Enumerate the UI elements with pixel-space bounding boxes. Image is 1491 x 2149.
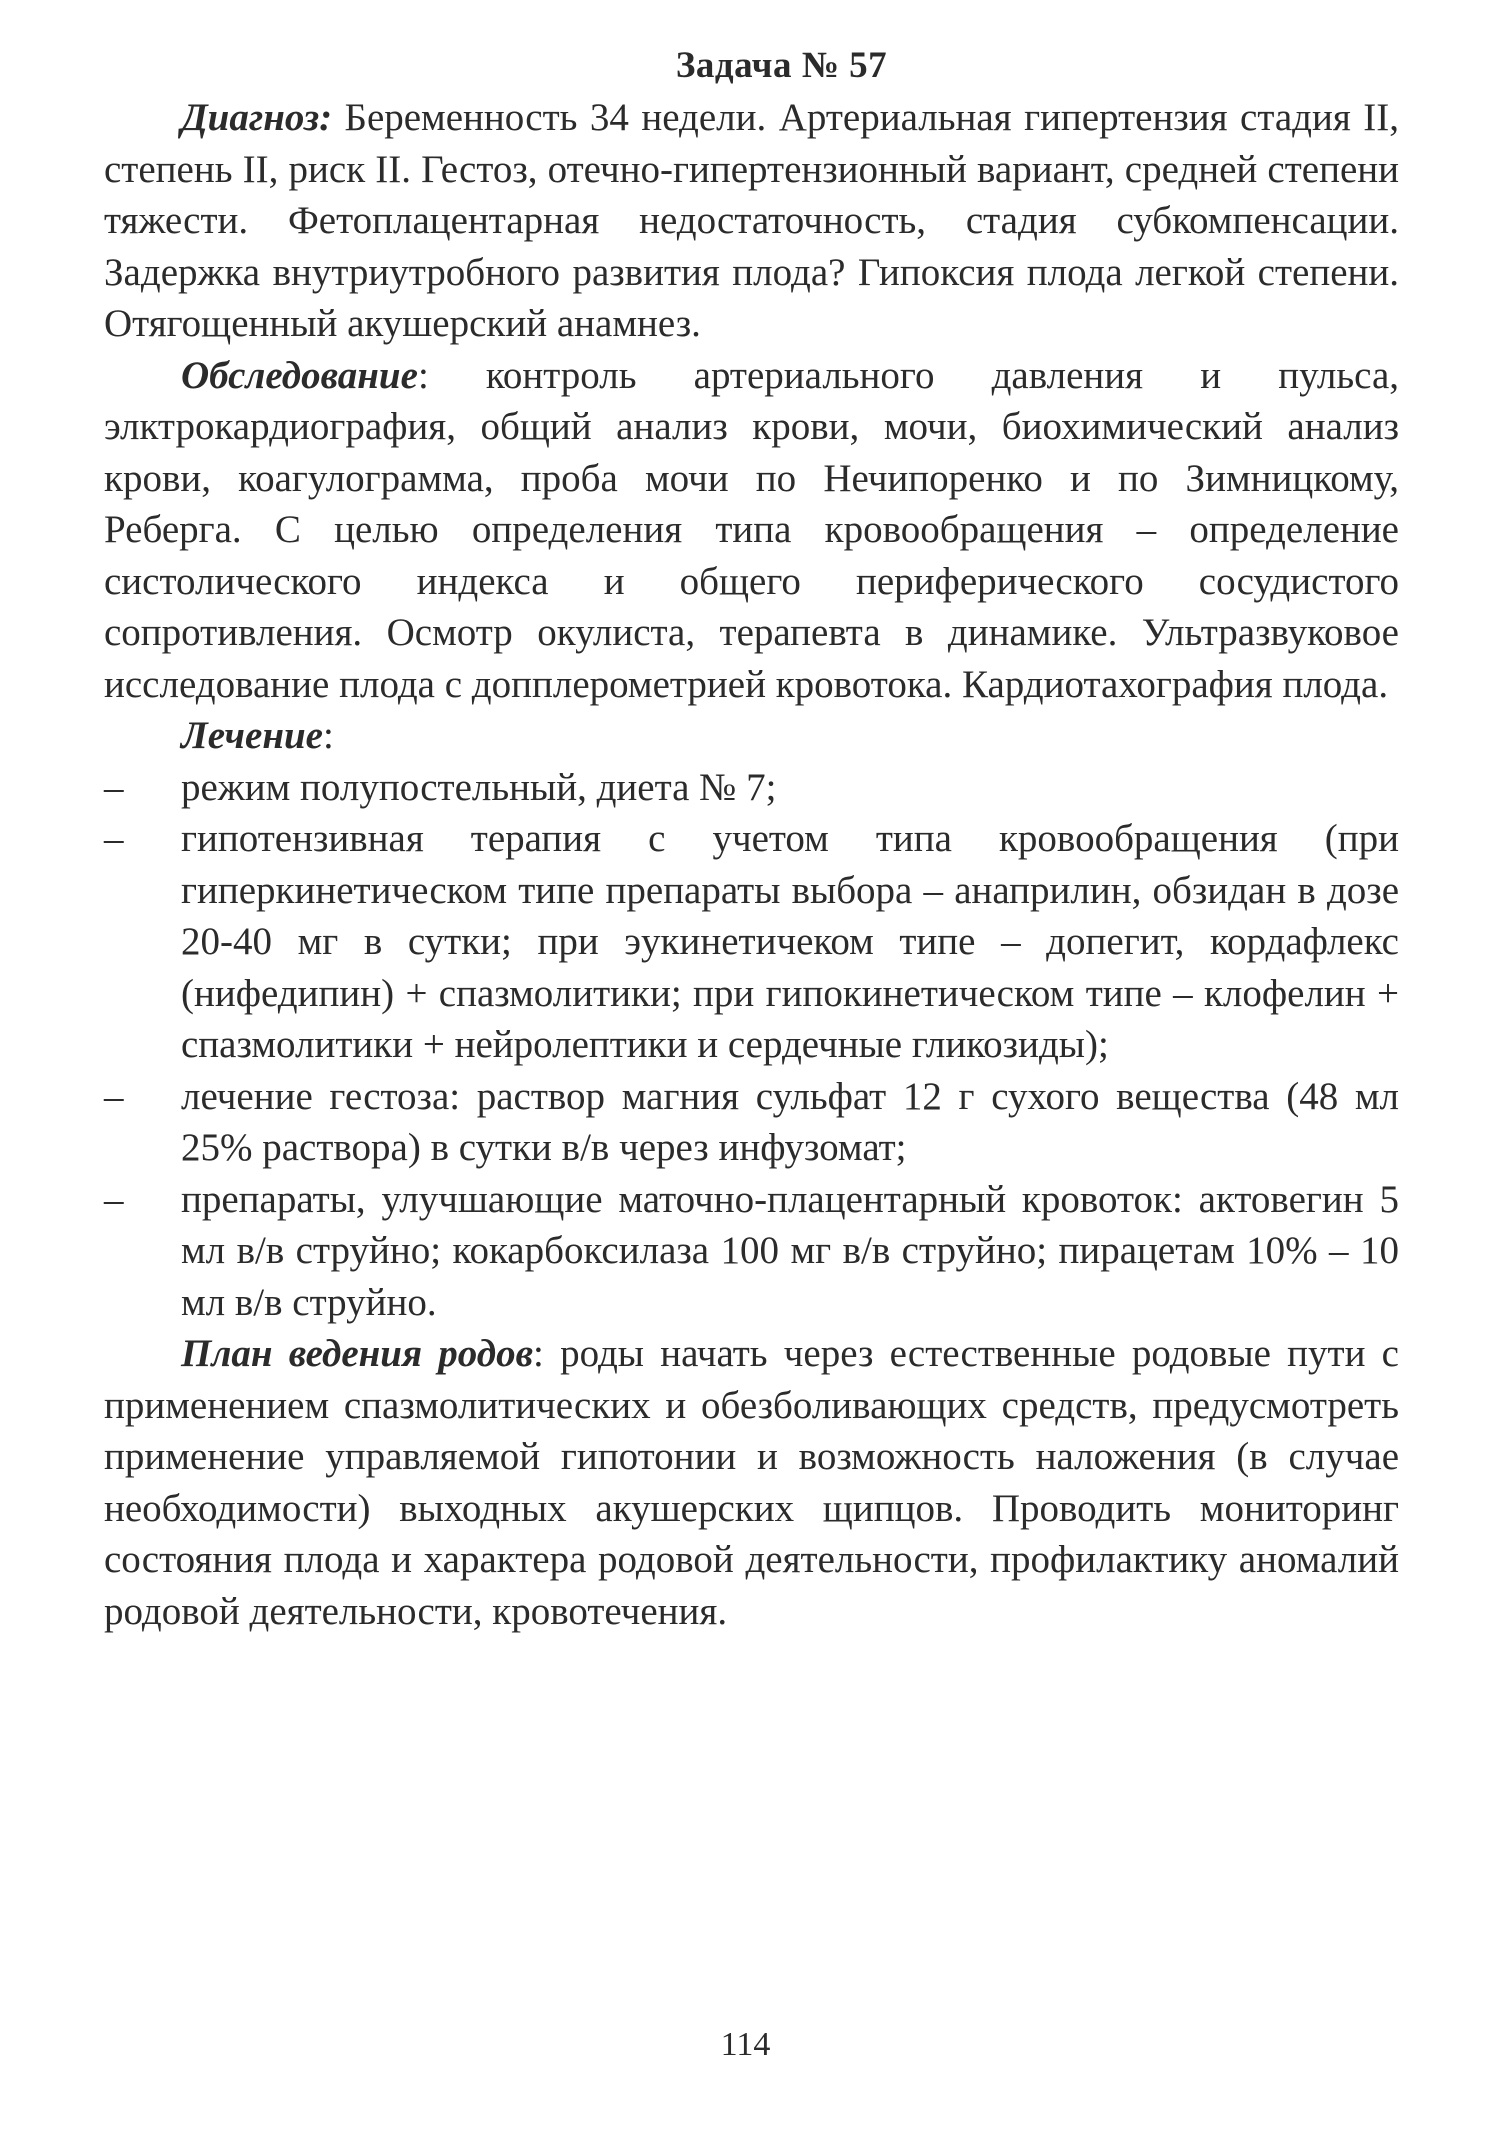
treatment-item-text: режим полупостельный, диета № 7; xyxy=(181,765,777,809)
treatment-heading xyxy=(104,710,1399,762)
treatment-item-text: препараты, улучшающие маточно-плацентарный кровоток: актовегин 5 мл в/в струйно; кокарбоксилаза 100 мг в/в струйно; пирацетам 10% – 10 мл в/в струйно. xyxy=(181,1177,1399,1324)
list-dash: – xyxy=(104,765,124,809)
diagnosis-text: Беременность 34 недели. Артериальная гипертензия стадия II, степень II, риск II. Гестоз, отечно-гипертензионный вариант, средней степени тяжести. Фетоплацентарная недостаточность, стадия субкомпенсации. Задержка внутриутробного развития плода? Гипоксия плода легкой степени. Отягощенный акушерский анамнез. xyxy=(104,96,1399,345)
list-dash: – xyxy=(104,1177,124,1221)
task-title: Задача № 57 xyxy=(675,45,888,86)
treatment-item-text: гипотензивная терапия с учетом типа кровообращения (при гиперкинетическом типе препараты выбора – анаприлин, обзидан в дозе 20-40 мг в сутки; при эукинетичеком типе – допегит, кордафлекс (нифедипин) + спазмолитики; при гипокинетическом типе – клофелин + спазмолитики + нейролептики и сердечные гликозиды); xyxy=(181,817,1399,1066)
treatment-item xyxy=(104,1174,1399,1329)
treatment-label: Лечение xyxy=(181,714,323,757)
examination-label: Обследование xyxy=(181,353,418,397)
treatment-list xyxy=(104,762,1399,1329)
examination-text: : контроль артериального давления и пульса, элктрокардиография, общий анализ крови, мочи, биохимический анализ крови, коагулограмма, проба мочи по Нечипоренко и по Зимницкому, Реберга. С целью определения типа кровообращения – определение систолического индекса и общего периферического сосудистого сопротивления. Осмотр окулиста, терапевта в динамике. Ультразвуковое исследование плода с допплерометрией кровотока. Кардиотахография плода. xyxy=(104,353,1399,706)
delivery-plan-paragraph xyxy=(104,1328,1399,1637)
delivery-plan-text: : роды начать через естественные родовые пути с применением спазмолитических и обезболивающих средств, предусмотреть применение управляемой гипотонии и возможность наложения (в случае необходимости) выходных акушерских щипцов. Проводить мониторинг состояния плода и характера родовой деятельности, профилактику аномалий родовой деятельности, кровотечения. xyxy=(104,1332,1399,1633)
list-dash: – xyxy=(104,817,124,860)
delivery-plan-label: План ведения родов xyxy=(181,1332,534,1375)
document-page xyxy=(104,40,1399,1637)
treatment-colon: : xyxy=(322,714,334,757)
treatment-item-text: лечение гестоза: раствор магния сульфат 12 г сухого вещества (48 мл 25% раствора) в сутки в/в через инфузомат; xyxy=(181,1074,1399,1169)
examination-paragraph xyxy=(104,350,1399,711)
treatment-item xyxy=(104,762,1399,814)
list-dash: – xyxy=(104,1074,124,1118)
page-number: 114 xyxy=(720,2026,771,2063)
diagnosis-label: Диагноз: xyxy=(181,96,333,139)
diagnosis-paragraph xyxy=(104,92,1399,350)
treatment-item xyxy=(104,813,1399,1071)
treatment-item xyxy=(104,1071,1399,1174)
